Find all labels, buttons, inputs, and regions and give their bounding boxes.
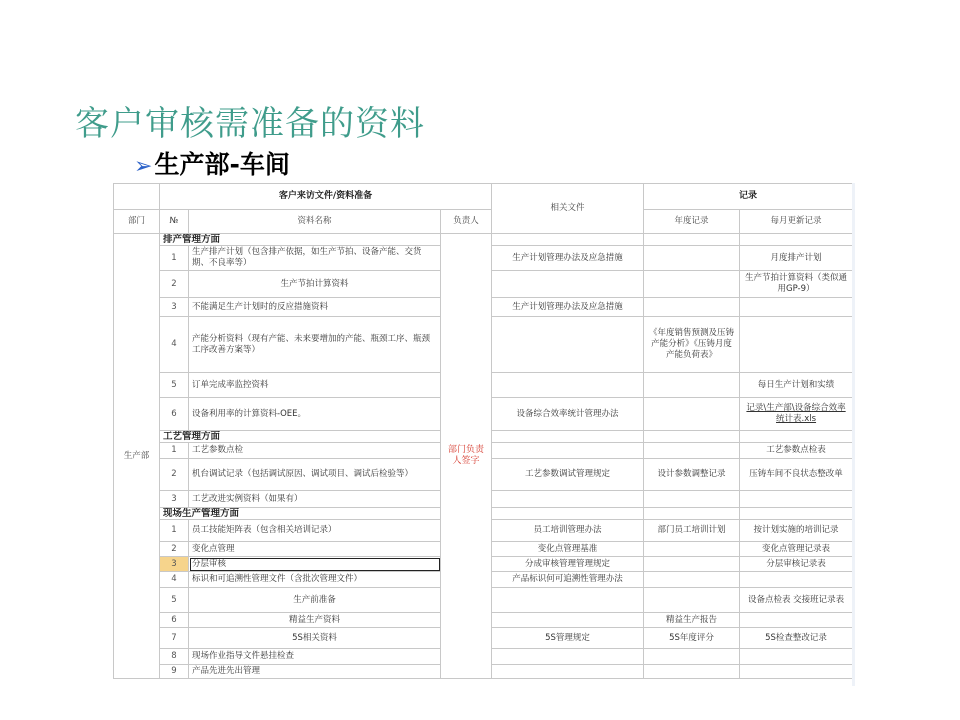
row-no[interactable]: 6 (160, 613, 189, 628)
header-row-1 (114, 184, 853, 210)
row-name[interactable]: 员工技能矩阵表（包含相关培训记录） (189, 520, 441, 542)
row-annual[interactable] (644, 271, 740, 298)
slide-title: 客户审核需准备的资料 (75, 104, 425, 144)
related-docs-header[interactable]: 相关文件 (492, 184, 644, 234)
section-subtitle-text: 生产部-车间 (154, 150, 290, 179)
row-related[interactable]: 5S管理规定 (492, 628, 644, 649)
owner-header[interactable]: 负责人 (441, 210, 492, 234)
row-no[interactable]: 5 (160, 588, 189, 613)
row-annual[interactable] (644, 572, 740, 588)
row-no[interactable]: 3 (160, 298, 189, 317)
annual-cell[interactable] (644, 431, 740, 443)
row-monthly[interactable] (740, 317, 852, 373)
row-name[interactable]: 生产前准备 (189, 588, 441, 613)
row-name[interactable]: 产能分析资料（现有产能、未来要增加的产能、瓶颈工序、瓶颈工序改善方案等） (189, 317, 441, 373)
row-monthly[interactable] (740, 613, 852, 628)
dept-header[interactable]: 部门 (114, 210, 160, 234)
section-row (114, 234, 853, 246)
row-monthly[interactable]: 生产节拍计算资料（类似通用GP-9） (740, 271, 852, 298)
row-no[interactable]: 2 (160, 542, 189, 557)
row-monthly[interactable]: 分层审核记录表 (740, 557, 852, 572)
group-header[interactable]: 客户来访文件/资料准备 (160, 184, 492, 210)
related-cell[interactable] (492, 234, 644, 246)
section-title[interactable]: 排产管理方面 (160, 234, 441, 246)
row-name[interactable]: 不能满足生产计划时的反应措施资料 (189, 298, 441, 317)
row-monthly[interactable]: 月度排产计划 (740, 246, 852, 271)
section-title[interactable]: 现场生产管理方面 (160, 508, 441, 520)
row-monthly[interactable] (740, 649, 852, 665)
section-title[interactable]: 工艺管理方面 (160, 431, 441, 443)
row-related[interactable] (492, 373, 644, 398)
row-annual[interactable]: 部门员工培训计划 (644, 520, 740, 542)
row-name[interactable]: 5S相关资料 (189, 628, 441, 649)
row-related[interactable] (492, 491, 644, 508)
row-related[interactable]: 员工培训管理办法 (492, 520, 644, 542)
row-no[interactable]: 9 (160, 665, 189, 679)
row-name[interactable]: 生产排产计划（包含排产依据，如生产节拍、设备产能、交货期、不良率等） (189, 246, 441, 271)
row-no[interactable]: 4 (160, 317, 189, 373)
monthly-cell[interactable] (740, 431, 852, 443)
row-no[interactable]: 3 (160, 557, 189, 572)
row-monthly[interactable]: 每日生产计划和实绩 (740, 373, 852, 398)
sheet-edge (852, 183, 855, 686)
audit-materials-table (113, 183, 852, 679)
row-related[interactable] (492, 613, 644, 628)
dept-cell[interactable]: 生产部 (114, 234, 160, 679)
row-monthly[interactable]: 压铸车间不良状态整改单 (740, 459, 852, 491)
row-no[interactable]: 4 (160, 572, 189, 588)
row-no[interactable]: 1 (160, 443, 189, 459)
row-no[interactable]: 3 (160, 491, 189, 508)
row-no[interactable]: 2 (160, 271, 189, 298)
row-name[interactable]: 工艺参数点检 (189, 443, 441, 459)
row-name[interactable]: 订单完成率监控资料 (189, 373, 441, 398)
row-related[interactable]: 产品标识何可追溯性管理办法 (492, 572, 644, 588)
row-related[interactable] (492, 443, 644, 459)
row-monthly[interactable] (740, 572, 852, 588)
name-header[interactable]: 资料名称 (189, 210, 441, 234)
row-monthly[interactable]: 5S检查整改记录 (740, 628, 852, 649)
row-related[interactable] (492, 588, 644, 613)
row-annual[interactable] (644, 649, 740, 665)
row-annual[interactable] (644, 373, 740, 398)
row-name[interactable]: 精益生产资料 (189, 613, 441, 628)
row-related[interactable]: 工艺参数调试管理规定 (492, 459, 644, 491)
row-name[interactable]: 生产节拍计算资料 (189, 271, 441, 298)
row-monthly[interactable]: 设备点检表 交接班记录表 (740, 588, 852, 613)
row-annual[interactable] (644, 443, 740, 459)
row-no[interactable]: 1 (160, 520, 189, 542)
row-annual[interactable] (644, 665, 740, 679)
record-header[interactable]: 记录 (644, 184, 852, 210)
row-related[interactable]: 设备综合效率统计管理办法 (492, 398, 644, 431)
row-related[interactable] (492, 665, 644, 679)
row-no[interactable]: 7 (160, 628, 189, 649)
row-name[interactable]: 产品先进先出管理 (189, 665, 441, 679)
row-name-selected-cell[interactable]: 分层审核 (189, 557, 441, 572)
row-related[interactable]: 分成审核管理管理规定 (492, 557, 644, 572)
row-no[interactable]: 6 (160, 398, 189, 431)
row-annual[interactable] (644, 542, 740, 557)
row-name[interactable]: 工艺改进实例资料（如果有） (189, 491, 441, 508)
row-annual[interactable] (644, 491, 740, 508)
monthly-cell[interactable] (740, 508, 852, 520)
row-annual[interactable] (644, 298, 740, 317)
monthly-cell[interactable] (740, 234, 852, 246)
row-related[interactable]: 变化点管理基准 (492, 542, 644, 557)
row-no[interactable]: 1 (160, 246, 189, 271)
row-related[interactable] (492, 317, 644, 373)
row-annual[interactable]: 精益生产报告 (644, 613, 740, 628)
row-related[interactable]: 生产计划管理办法及应急措施 (492, 246, 644, 271)
row-monthly-link[interactable]: 记录\生产部\设备综合效率统计表.xls (740, 398, 852, 431)
row-name[interactable]: 变化点管理 (189, 542, 441, 557)
spreadsheet (113, 183, 852, 686)
row-no[interactable]: 8 (160, 649, 189, 665)
row-monthly[interactable]: 变化点管理记录表 (740, 542, 852, 557)
row-name[interactable]: 标识和可追溯性管理文件（含批次管理文件） (189, 572, 441, 588)
row-annual[interactable] (644, 588, 740, 613)
row-annual[interactable] (644, 398, 740, 431)
annual-cell[interactable] (644, 508, 740, 520)
row-name[interactable]: 现场作业指导文件悬挂检查 (189, 649, 441, 665)
row-name[interactable]: 机台调试记录（包括调试原因、调试项目、调试后检验等） (189, 459, 441, 491)
section-subtitle (134, 145, 290, 181)
row-monthly[interactable]: 按计划实施的培训记录 (740, 520, 852, 542)
corner-cell (114, 184, 160, 210)
row-monthly[interactable] (740, 665, 852, 679)
annual-cell[interactable] (644, 234, 740, 246)
row-no[interactable]: 2 (160, 459, 189, 491)
row-monthly[interactable] (740, 491, 852, 508)
owner-cell[interactable]: 部门负责人签字 (441, 234, 492, 679)
header-row-2 (114, 210, 853, 234)
row-monthly[interactable]: 工艺参数点检表 (740, 443, 852, 459)
row-related[interactable] (492, 271, 644, 298)
row-no[interactable]: 5 (160, 373, 189, 398)
row-annual[interactable] (644, 557, 740, 572)
row-monthly[interactable] (740, 298, 852, 317)
no-header[interactable]: № (160, 210, 189, 234)
arrow-bullet-icon: ➢ (134, 154, 153, 179)
row-annual[interactable]: 5S年度评分 (644, 628, 740, 649)
monthly-header[interactable]: 每月更新记录 (740, 210, 852, 234)
row-related[interactable]: 生产计划管理办法及应急措施 (492, 298, 644, 317)
row-name[interactable]: 设备利用率的计算资料-OEE。 (189, 398, 441, 431)
row-annual[interactable]: 设计参数调整记录 (644, 459, 740, 491)
row-related[interactable] (492, 649, 644, 665)
related-cell[interactable] (492, 508, 644, 520)
annual-header[interactable]: 年度记录 (644, 210, 740, 234)
related-cell[interactable] (492, 431, 644, 443)
row-annual[interactable] (644, 246, 740, 271)
row-annual[interactable]: 《年度销售预测及压铸产能分析》《压铸月度产能负荷表》 (644, 317, 740, 373)
